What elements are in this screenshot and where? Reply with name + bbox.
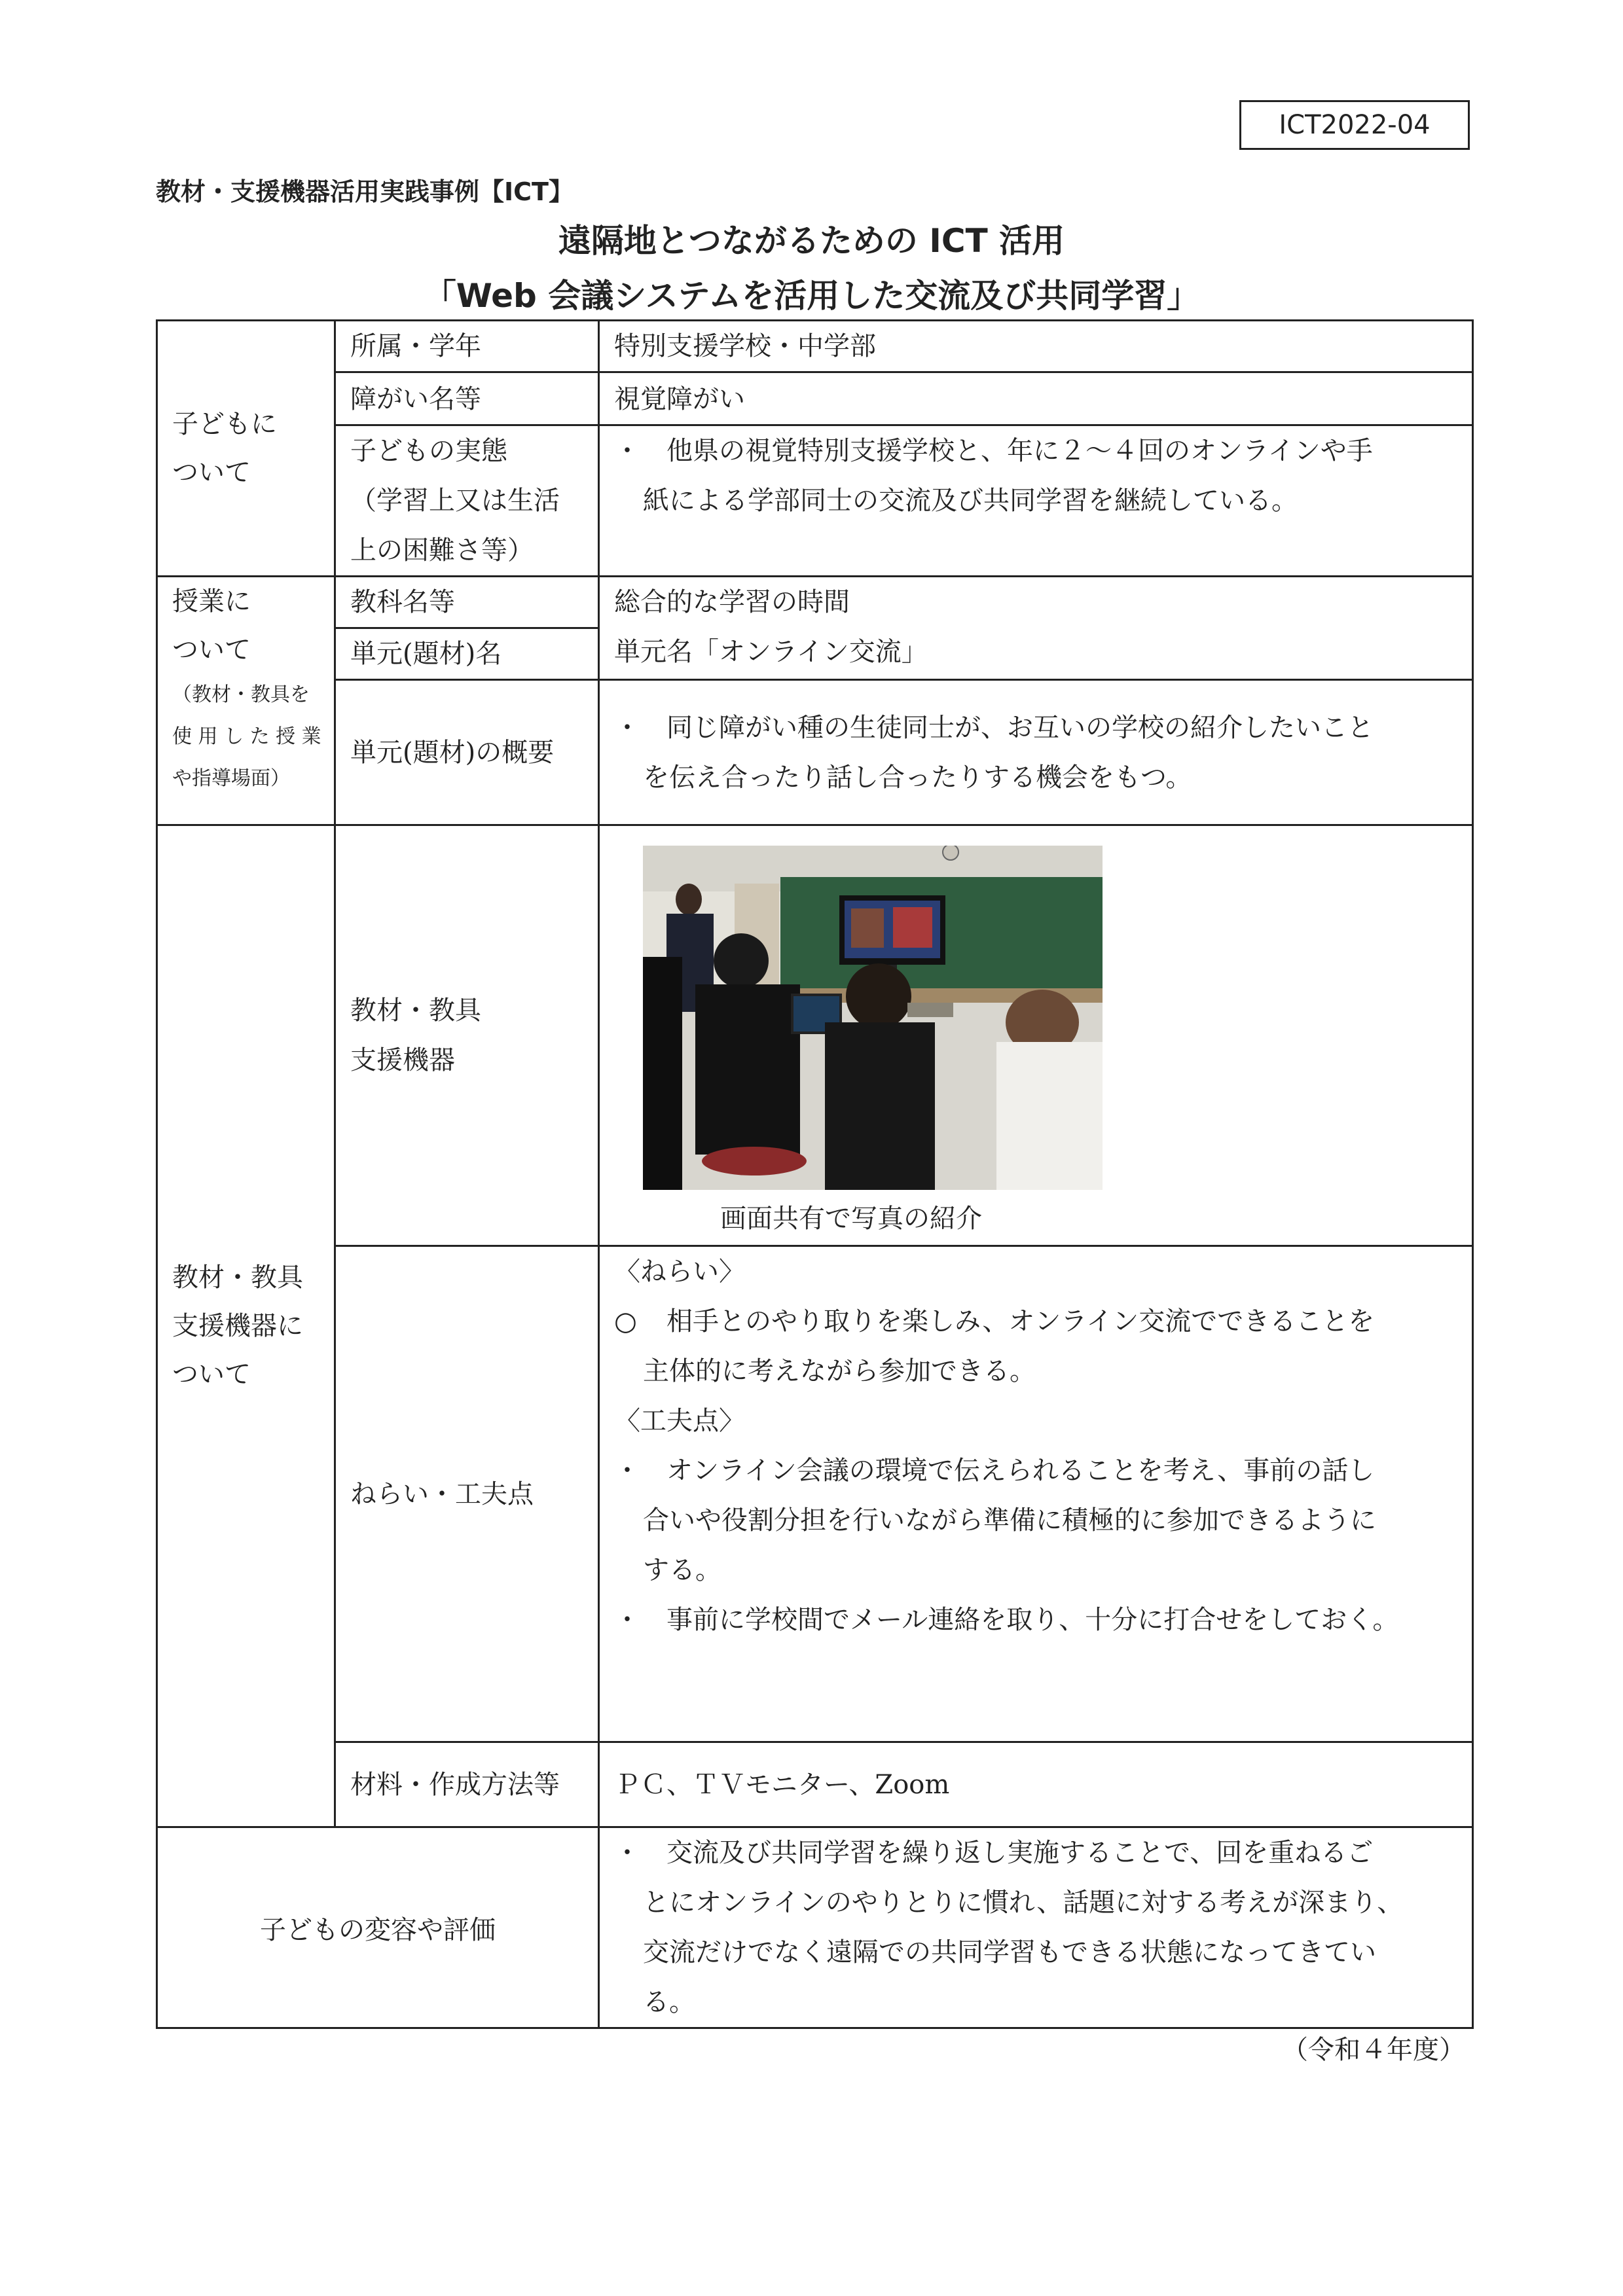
field-value: ・ 交流及び共同学習を繰り返し実施することで、回を重ねるご とにオンラインのやりとりに慣れ、話題に対する考えが深まり、 交流だけでなく遠隔での共同学習もできる状態になってきてい る。 [599,1827,1473,2028]
classroom-photo-image [643,846,1103,1190]
fiscal-year-note: （令和４年度） [1282,2035,1465,2065]
field-value: 総合的な学習の時間 単元名「オンライン交流」 [599,577,1473,680]
category-heading: 教材・支援機器活用実践事例【ICT】 [156,177,574,206]
field-value: 視覚障がい [599,372,1473,425]
field-value: 〈ねらい〉 ○ 相手とのやり取りを楽しみ、オンライン交流でできることを 主体的に考えながら参加できる。 〈工夫点〉 ・ オンライン会議の環境で伝えられることを考え、事前の話し 合いや役割分担を行いながら準備に積極的に参加できるように する。 ・ 事前に学校間でメール連絡を取り、十分に打合せをしておく。 [599,1246,1473,1742]
section-label: ついて [172,457,251,488]
field-value [599,825,1473,1246]
classroom-photo [643,846,1103,1190]
page-title-line-1: 遠隔地とつながるための ICT 活用 [558,222,1065,260]
table-row [157,825,1473,1246]
document-id-box: ICT2022-04 [1239,100,1470,150]
table-row [157,1742,1473,1827]
section-label: 子どもに [172,409,277,439]
field-label: 単元(題材)名 [335,628,599,680]
field-value: ・ 同じ障がい種の生徒同士が、お互いの学校の紹介したいこと を伝え合ったり話し合ったりする機会をもつ。 [599,680,1473,825]
field-label: 材料・作成方法等 [335,1742,599,1827]
tips-heading: 〈工夫点〉 [614,1406,745,1436]
table-row [157,680,1473,825]
table-row [157,1827,1473,2028]
field-value: ＰＣ、ＴＶモニター、Zoom [599,1742,1473,1827]
table-row [157,425,1473,577]
field-label: 教材・教具 支援機器 [335,825,599,1246]
field-label: 単元(題材)の概要 [335,680,599,825]
field-label: 障がい名等 [335,372,599,425]
section-children [157,321,335,577]
page-title-line-2: 「Web 会議システムを活用した交流及び共同学習」 [423,277,1200,315]
case-table [156,319,1474,2029]
field-label: 子どもの実態 （学習上又は生活 上の困難さ等） [335,425,599,577]
section-evaluation: 子どもの変容や評価 [157,1827,599,2028]
table-row [157,1246,1473,1742]
section-materials: 教材・教具 支援機器に ついて [157,825,335,1827]
field-value: ・ 他県の視覚特別支援学校と、年に２～４回のオンラインや手 紙による学部同士の交流及び共同学習を継続している。 [599,425,1473,577]
table-row [157,321,1473,372]
photo-caption: 画面共有で写真の紹介 [720,1204,982,1234]
table-row [157,577,1473,628]
field-label: ねらい・工夫点 [335,1246,599,1742]
aims-heading: 〈ねらい〉 [614,1257,745,1287]
table-row [157,372,1473,425]
section-lesson: 授業に ついて （教材・教具を 使 用 し た 授 業 や指導場面） [157,577,335,825]
field-value: 特別支援学校・中学部 [599,321,1473,372]
field-label: 所属・学年 [335,321,599,372]
field-label: 教科名等 [335,577,599,628]
